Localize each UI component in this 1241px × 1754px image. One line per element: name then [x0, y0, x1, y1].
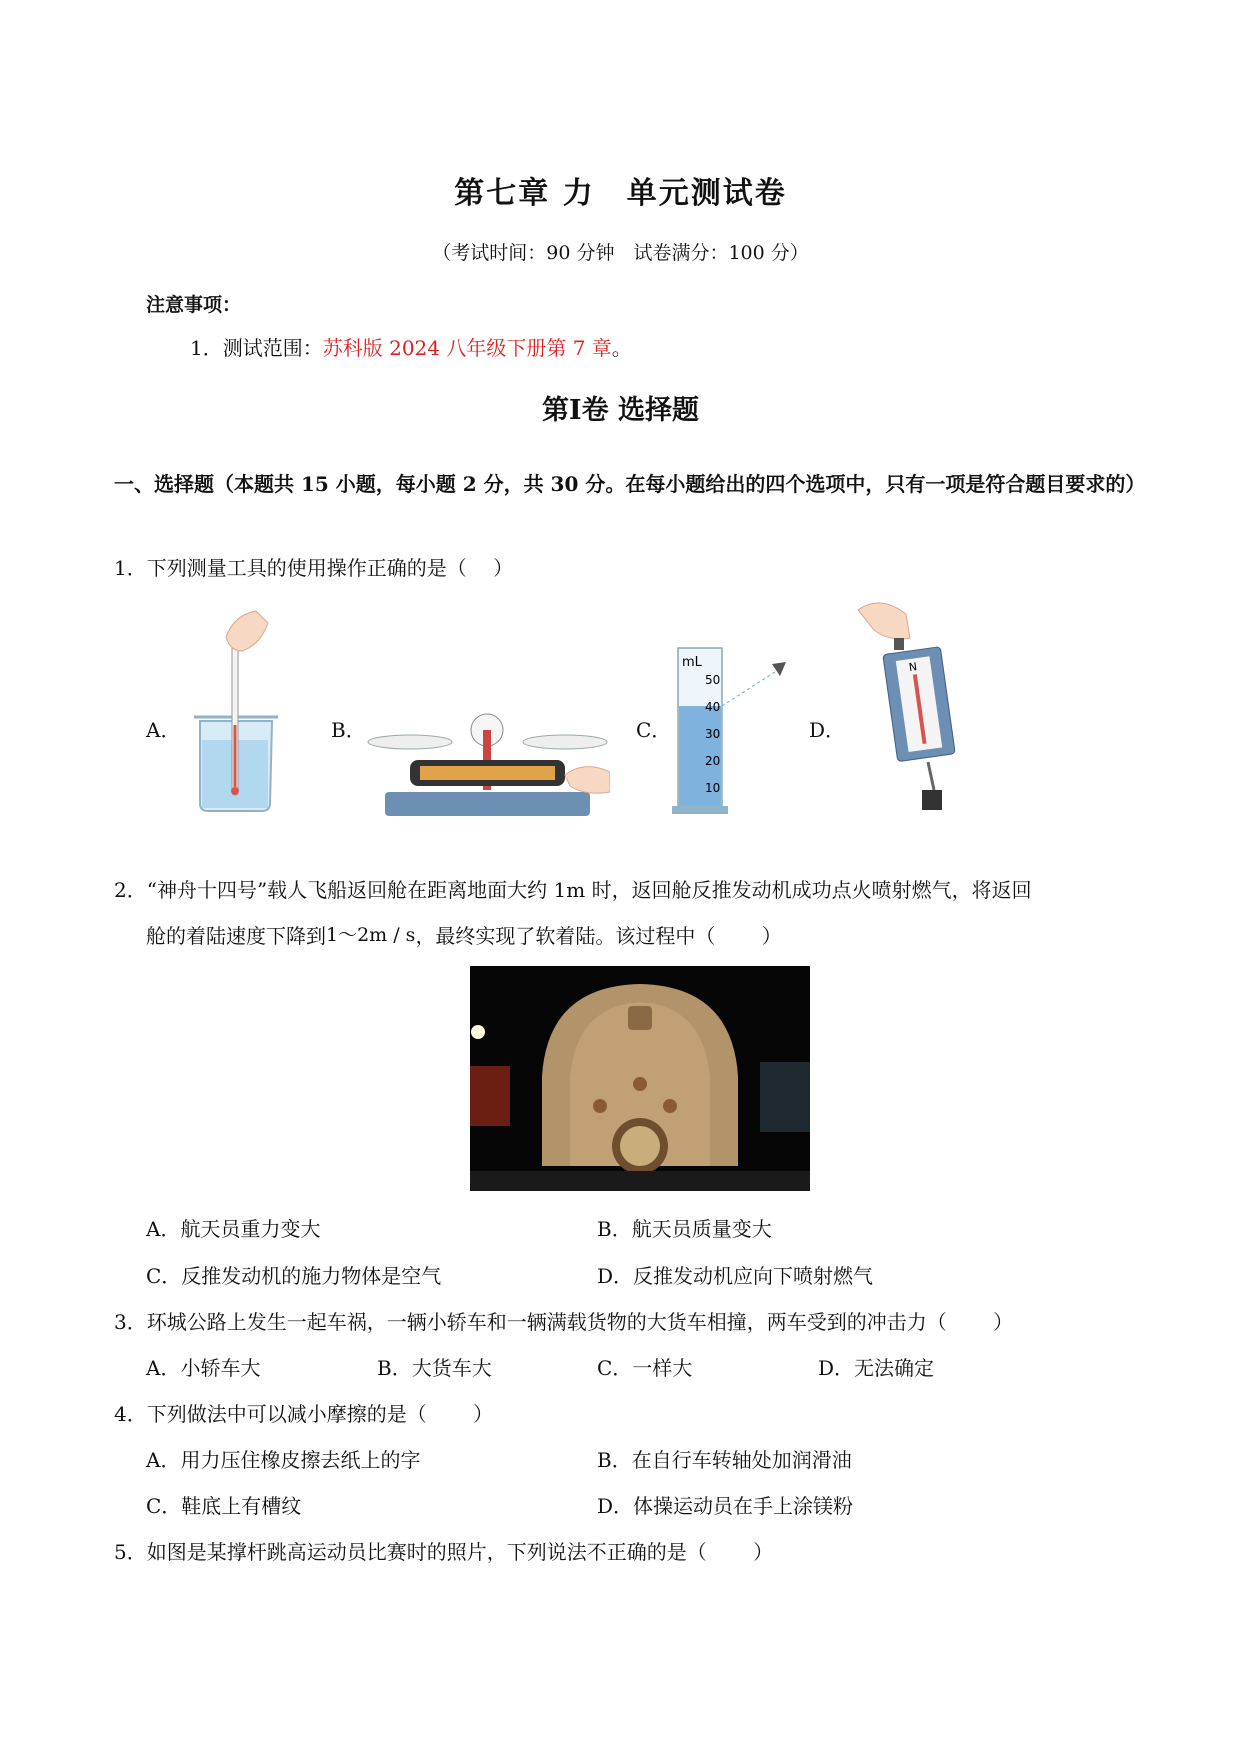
q3-option-a[interactable]: A．小轿车大: [146, 1356, 261, 1380]
graduated-cylinder-figure: [668, 640, 798, 820]
q1-label-d: D．: [809, 718, 846, 742]
q3-option-b[interactable]: B．大货车大: [377, 1356, 492, 1380]
q2-option-d[interactable]: D．反推发动机应向下喷射燃气: [597, 1264, 874, 1288]
q4-option-c[interactable]: C．鞋底上有槽纹: [146, 1494, 302, 1518]
q1-label-b: B．: [331, 718, 366, 742]
notice-item-1: [190, 332, 632, 361]
question-1-stem: 1．下列测量工具的使用操作正确的是（ ）: [114, 556, 514, 580]
cylinder-tick-20: 20: [705, 754, 721, 768]
q2-option-c[interactable]: C．反推发动机的施力物体是空气: [146, 1264, 442, 1288]
exam-info: （考试时间：90 分钟 试卷满分：100 分）: [432, 242, 809, 264]
q3-option-c[interactable]: C．一样大: [597, 1356, 693, 1380]
q2-option-b[interactable]: B．航天员质量变大: [597, 1217, 772, 1241]
page-title: 第七章 力 单元测试卷: [454, 176, 787, 211]
cylinder-unit: mL: [682, 655, 702, 670]
cylinder-tick-50: 50: [705, 673, 721, 687]
q1-label-a: A．: [146, 718, 181, 742]
question-2-stem-line2-a: 舱的着陆速度下降到: [146, 924, 326, 948]
balance-scale-figure: [365, 700, 610, 820]
cylinder-tick-30: 30: [705, 727, 721, 741]
cylinder-tick-40: 40: [705, 700, 721, 714]
section-heading-label: 一、选择题（本题共 15 小题，每小题 2 分，共 30 分。在每小题给出的四个选项中，只有一项是符合题目要求的）: [114, 472, 1146, 496]
question-2-stem-line2: [146, 920, 782, 949]
cylinder-tick-10: 10: [705, 781, 721, 795]
q4-option-d[interactable]: D．体操运动员在手上涂镁粉: [597, 1494, 854, 1518]
notice-item-1-scope: 苏科版 2024 八年级下册第 7 章: [322, 336, 612, 360]
question-4-stem: 4．下列做法中可以减小摩擦的是（ ）: [114, 1402, 494, 1426]
notice-item-1-prefix: 1．测试范围：: [190, 336, 323, 360]
beaker-thermometer-figure: [190, 605, 280, 815]
notice-heading: 注意事项：: [146, 294, 242, 316]
q2-option-a[interactable]: A．航天员重力变大: [146, 1217, 321, 1241]
return-capsule-photo: [470, 966, 810, 1191]
question-2-speed-formula: 1～2m / s: [326, 924, 416, 946]
question-5-stem: 5．如图是某撑杆跳高运动员比赛时的照片，下列说法不正确的是（ ）: [114, 1540, 774, 1564]
question-2-stem-line2-b: ，最终实现了软着陆。该过程中（ ）: [415, 924, 782, 948]
q3-option-d[interactable]: D．无法确定: [818, 1356, 935, 1380]
question-3-stem: 3．环城公路上发生一起车祸，一辆小轿车和一辆满载货物的大货车相撞，两车受到的冲击力（ ）: [114, 1310, 1014, 1334]
notice-item-1-suffix: 。: [611, 336, 632, 360]
scale-unit: N: [907, 660, 918, 675]
section-heading-text: [114, 458, 1144, 510]
section-heading: [114, 458, 1144, 510]
q1-label-c: C．: [636, 718, 672, 742]
question-2-stem-line1: 2．“神舟十四号”载人飞船返回舱在距离地面大约 1m 时，返回舱反推发动机成功点火喷射燃气，将返回: [114, 878, 1032, 902]
part-title: 第Ⅰ卷 选择题: [541, 395, 700, 426]
q4-option-b[interactable]: B．在自行车转轴处加润滑油: [597, 1448, 852, 1472]
q4-option-a[interactable]: A．用力压住橡皮擦去纸上的字: [146, 1448, 421, 1472]
spring-scale-figure: [850, 594, 970, 824]
